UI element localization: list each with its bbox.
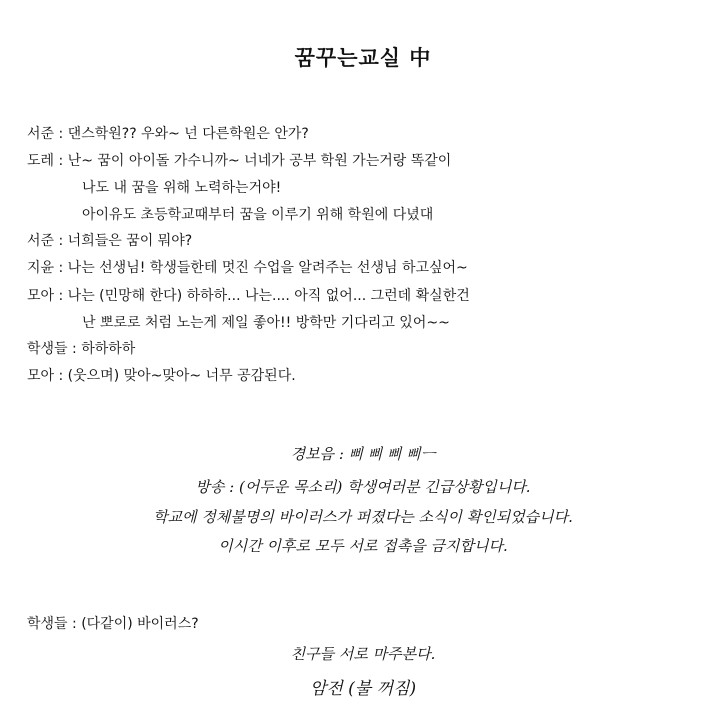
broadcast-line: 학교에 정체불명의 바이러스가 퍼졌다는 소식이 확인되었습니다. xyxy=(153,508,573,526)
broadcast-line: 방송 : (어두운 목소리) 학생여러분 긴급상황입니다. xyxy=(195,478,531,496)
dialogue-line: 모아 : 나는 (민망해 한다) 하하하... 나는.... 아직 없어... 그런데 확실한건 xyxy=(27,288,470,304)
page-title: 꿈꾸는교실 中 xyxy=(294,45,432,70)
blackout-direction: 암전 (불 꺼짐) xyxy=(309,679,417,699)
students-line: 학생들 : (다같이) 바이러스? xyxy=(27,616,199,632)
alarm-line: 경보음 : 삐 삐 삐 삐ㅡ xyxy=(290,445,436,463)
dialogue-line: 서준 : 댄스학원?? 우와~ 넌 다른학원은 안가? xyxy=(27,126,309,142)
dialogue-line: 도레 : 난~ 꿈이 아이돌 가수니까~ 너네가 공부 학원 가는거랑 똑같이 xyxy=(27,153,452,169)
stage-direction: 친구들 서로 마주본다. xyxy=(290,645,436,663)
dialogue-line: 모아 : (웃으며) 맞아~맞아~ 너무 공감된다. xyxy=(27,368,296,384)
dialogue-line: 서준 : 너희들은 꿈이 뭐야? xyxy=(27,233,193,249)
dialogue-continuation: 난 뽀로로 처럼 노는게 제일 좋아!! 방학만 기다리고 있어~~ xyxy=(82,315,450,331)
dialogue-continuation: 아이유도 초등학교때부터 꿈을 이루기 위해 학원에 다녔대 xyxy=(82,207,434,223)
dialogue-line: 지윤 : 나는 선생님! 학생들한테 멋진 수업을 알려주는 선생님 하고싶어~ xyxy=(27,260,468,276)
dialogue-continuation: 나도 내 꿈을 위해 노력하는거야! xyxy=(82,180,282,196)
dialogue-line: 학생들 : 하하하하 xyxy=(27,341,136,357)
broadcast-line: 이시간 이후로 모두 서로 접촉을 금지합니다. xyxy=(218,537,508,555)
